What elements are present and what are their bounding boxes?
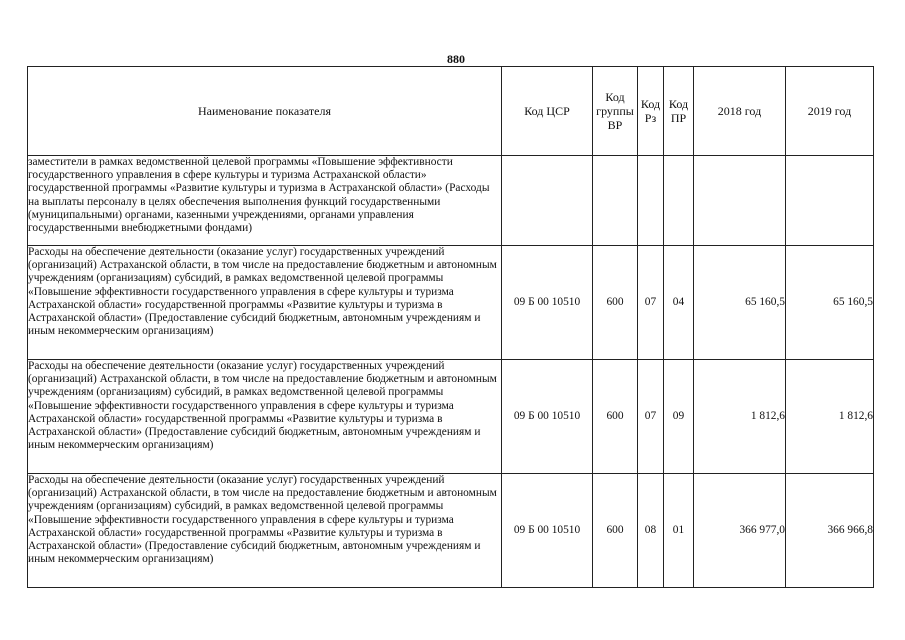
row-name (28, 360, 502, 474)
row-pr: 01 (664, 474, 694, 588)
row-2018: 1 812,6 (694, 360, 786, 474)
table-row (28, 246, 874, 360)
row-2019 (786, 156, 874, 246)
row-rz: 07 (638, 360, 664, 474)
row-name-text: Расходы на обеспечение деятельности (оказание услуг) государственных учреждений (организаций) Астраханской области, в том числе на предоставление бюджетным и автономным учреждениям (организациям) субсидий, в рамках ведомственной целевой программы «Повышение эффективности государственного управления в сфере культуры и туризма Астраханской области» государственной программы «Развитие культуры и туризма в Астраханской области» (Предоставление субсидий бюджетным, автономным учреждениям и иным некоммерческим организациям) (28, 360, 497, 452)
column-header-rz: Код Рз (638, 67, 664, 156)
row-name (28, 246, 502, 360)
row-2019: 1 812,6 (786, 360, 874, 474)
row-rz: 08 (638, 474, 664, 588)
budget-table (27, 66, 874, 588)
row-csr: 09 Б 00 10510 (502, 360, 593, 474)
row-csr: 09 Б 00 10510 (502, 474, 593, 588)
table-row (28, 156, 874, 246)
row-vr: 600 (593, 360, 638, 474)
row-pr (664, 156, 694, 246)
row-vr: 600 (593, 474, 638, 588)
table-row (28, 360, 874, 474)
row-vr (593, 156, 638, 246)
table-row (28, 474, 874, 588)
column-header-pr: Код ПР (664, 67, 694, 156)
column-header-2018: 2018 год (694, 67, 786, 156)
row-name (28, 156, 502, 246)
row-name-text: Расходы на обеспечение деятельности (оказание услуг) государственных учреждений (организаций) Астраханской области, в том числе на предоставление бюджетным и автономным учреждениям (организациям) субсидий, в рамках ведомственной целевой программы «Повышение эффективности государственного управления в сфере культуры и туризма Астраханской области» государственной программы «Развитие культуры и туризма в Астраханской области» (Предоставление субсидий бюджетным, автономным учреждениям и иным некоммерческим организациям) (28, 474, 497, 566)
column-header-name: Наименование показателя (28, 67, 502, 156)
row-2019: 65 160,5 (786, 246, 874, 360)
column-header-2019: 2019 год (786, 67, 874, 156)
row-2019: 366 966,8 (786, 474, 874, 588)
page-number: 880 (447, 52, 465, 66)
row-name (28, 474, 502, 588)
row-pr: 04 (664, 246, 694, 360)
row-2018: 65 160,5 (694, 246, 786, 360)
row-pr: 09 (664, 360, 694, 474)
table-header-row (28, 67, 874, 156)
column-header-vr: Код группы ВР (593, 67, 638, 156)
row-name-text: Расходы на обеспечение деятельности (оказание услуг) государственных учреждений (организаций) Астраханской области, в том числе на предоставление бюджетным и автономным учреждениям (организациям) субсидий, в рамках ведомственной целевой программы «Повышение эффективности государственного управления в сфере культуры и туризма Астраханской области» государственной программы «Развитие культуры и туризма в Астраханской области» (Предоставление субсидий бюджетным, автономным учреждениям и иным некоммерческим организациям) (28, 246, 497, 338)
row-vr: 600 (593, 246, 638, 360)
row-rz (638, 156, 664, 246)
column-header-csr: Код ЦСР (502, 67, 593, 156)
row-csr: 09 Б 00 10510 (502, 246, 593, 360)
row-rz: 07 (638, 246, 664, 360)
row-2018 (694, 156, 786, 246)
row-csr (502, 156, 593, 246)
row-2018: 366 977,0 (694, 474, 786, 588)
row-name-text: заместители в рамках ведомственной целевой программы «Повышение эффективности государственного управления в сфере культуры и туризма Астраханской области» государственной программы «Развитие культуры и туризма в Астраханской области» (Расходы на выплаты персоналу в целях обеспечения выполнения функций государственными (муниципальными) органами, казенными учреждениями, органами управления государственными внебюджетными фондами) (28, 156, 490, 235)
